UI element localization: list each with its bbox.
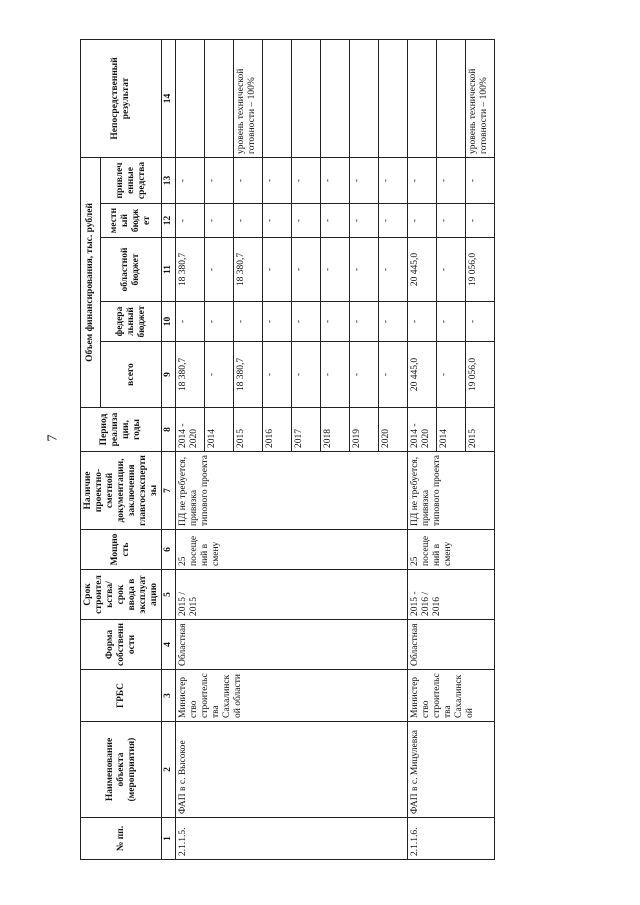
cell-result: [263, 39, 292, 157]
cell-fed: -: [466, 302, 495, 342]
cell-period: 2016: [263, 408, 292, 452]
cell-attracted: -: [350, 157, 379, 203]
cell-obl: 20 445,0: [408, 238, 437, 302]
cell-attracted: -: [321, 157, 350, 203]
cell-obl: -: [205, 238, 234, 302]
cell-period: 2014 - 2020: [176, 408, 205, 452]
cell-fed: -: [263, 302, 292, 342]
cell-result: [437, 39, 466, 157]
cell-fed: -: [234, 302, 263, 342]
cell-result: [176, 39, 205, 157]
cell-local: -: [263, 204, 292, 238]
cell-local: -: [408, 204, 437, 238]
cell-obl: -: [263, 238, 292, 302]
table-row: [408, 39, 437, 859]
cell-power: 25 посещений в смену: [176, 530, 408, 570]
header-form: Форма собственности: [81, 620, 162, 670]
cell-local: -: [321, 204, 350, 238]
cell-local: -: [466, 204, 495, 238]
cell-attracted: -: [205, 157, 234, 203]
cell-period: 2017: [292, 408, 321, 452]
cell-result: уровень технической готовности – 100%: [234, 39, 263, 157]
cell-total: -: [263, 342, 292, 408]
header-psd: Наличие проектно-сметной документации, заключения главгосэкспертизы: [81, 452, 162, 530]
col-index: 1: [162, 818, 176, 860]
cell-period: 2015: [466, 408, 495, 452]
header-term: Срок строительства/срок ввода в эксплуатацию: [81, 570, 162, 620]
cell-fed: -: [292, 302, 321, 342]
cell-fed: -: [437, 302, 466, 342]
cell-total: -: [437, 342, 466, 408]
cell-obl: -: [292, 238, 321, 302]
cell-fed: -: [176, 302, 205, 342]
column-index-row: [162, 39, 176, 859]
cell-result: уровень технической готовности – 100%: [466, 39, 495, 157]
header-result: Непосредственный результат: [81, 39, 162, 157]
col-index: 9: [162, 342, 176, 408]
cell-num: 2.1.1.5.: [176, 818, 408, 860]
cell-obl: -: [350, 238, 379, 302]
cell-total: -: [350, 342, 379, 408]
col-index: 3: [162, 670, 176, 722]
cell-period: 2015: [234, 408, 263, 452]
header-total: всего: [101, 342, 162, 408]
cell-psd: ПД не требуется, привязка типового проекта: [176, 452, 408, 530]
cell-local: -: [350, 204, 379, 238]
cell-result: [205, 39, 234, 157]
cell-term: 2015 / 2015: [176, 570, 408, 620]
cell-grbs: Министерство строительства Сахалинской области: [176, 670, 408, 722]
header-grbs: ГРБС: [81, 670, 162, 722]
cell-fed: -: [379, 302, 408, 342]
cell-local: -: [234, 204, 263, 238]
cell-period: 2014: [205, 408, 234, 452]
table-row: [176, 39, 205, 859]
col-index: 8: [162, 408, 176, 452]
page-number: 7: [45, 434, 61, 442]
document-page: [80, 40, 640, 860]
cell-attracted: -: [466, 157, 495, 203]
header-period: Период реализации, годы: [81, 408, 162, 452]
cell-total: 18 380,7: [234, 342, 263, 408]
cell-obl: 18 380,7: [234, 238, 263, 302]
cell-fed: -: [408, 302, 437, 342]
header-num: № пп.: [81, 818, 162, 860]
cell-obl: -: [321, 238, 350, 302]
cell-local: -: [437, 204, 466, 238]
cell-attracted: -: [263, 157, 292, 203]
cell-name: ФАП в с. Высокое: [176, 722, 408, 818]
cell-attracted: -: [379, 157, 408, 203]
cell-attracted: -: [176, 157, 205, 203]
program-table: [80, 39, 495, 860]
cell-obl: 19 056,0: [466, 238, 495, 302]
cell-fed: -: [350, 302, 379, 342]
cell-obl: -: [379, 238, 408, 302]
col-index: 12: [162, 204, 176, 238]
cell-period: 2020: [379, 408, 408, 452]
cell-form: Областная: [408, 620, 495, 670]
cell-name: ФАП в с. Мицулевка: [408, 722, 495, 818]
cell-local: -: [205, 204, 234, 238]
cell-obl: 18 380,7: [176, 238, 205, 302]
cell-local: -: [379, 204, 408, 238]
cell-local: -: [292, 204, 321, 238]
header-attracted: привлеченные средства: [101, 157, 162, 203]
col-index: 2: [162, 722, 176, 818]
cell-attracted: -: [408, 157, 437, 203]
rotated-table-container: [80, 40, 600, 860]
cell-result: [321, 39, 350, 157]
header-fed: федеральный бюджет: [101, 302, 162, 342]
cell-total: -: [292, 342, 321, 408]
cell-result: [292, 39, 321, 157]
header-name: Наименование объекта (мероприятия): [81, 722, 162, 818]
col-index: 11: [162, 238, 176, 302]
col-index: 14: [162, 39, 176, 157]
header-local: местный бюджет: [101, 204, 162, 238]
col-index: 7: [162, 452, 176, 530]
cell-psd: ПД не требуется, привязка типового проекта: [408, 452, 495, 530]
cell-total: -: [205, 342, 234, 408]
cell-fed: -: [205, 302, 234, 342]
cell-period: 2019: [350, 408, 379, 452]
cell-attracted: -: [437, 157, 466, 203]
cell-term: 2015 - 2016 / 2016: [408, 570, 495, 620]
cell-total: 20 445,0: [408, 342, 437, 408]
cell-result: [350, 39, 379, 157]
col-index: 6: [162, 530, 176, 570]
cell-result: [379, 39, 408, 157]
cell-total: 18 380,7: [176, 342, 205, 408]
cell-total: 19 056,0: [466, 342, 495, 408]
table-body: [162, 39, 495, 859]
cell-total: -: [379, 342, 408, 408]
cell-grbs: Министерство строительства Сахалинской: [408, 670, 495, 722]
cell-fed: -: [321, 302, 350, 342]
cell-local: -: [176, 204, 205, 238]
header-obl: областной бюджет: [101, 238, 162, 302]
header-row-1: [81, 39, 101, 859]
cell-form: Областная: [176, 620, 408, 670]
cell-period: 2018: [321, 408, 350, 452]
cell-attracted: -: [234, 157, 263, 203]
col-index: 10: [162, 302, 176, 342]
header-funding: Объем финансирования, тыс. рублей: [81, 157, 101, 407]
col-index: 13: [162, 157, 176, 203]
cell-obl: -: [437, 238, 466, 302]
cell-result: [408, 39, 437, 157]
cell-attracted: -: [292, 157, 321, 203]
cell-total: -: [321, 342, 350, 408]
col-index: 4: [162, 620, 176, 670]
cell-period: 2014 - 2020: [408, 408, 437, 452]
col-index: 5: [162, 570, 176, 620]
cell-power: 25 посещений в смену: [408, 530, 495, 570]
header-power: Мощность: [81, 530, 162, 570]
cell-period: 2014: [437, 408, 466, 452]
cell-num: 2.1.1.6.: [408, 818, 495, 860]
